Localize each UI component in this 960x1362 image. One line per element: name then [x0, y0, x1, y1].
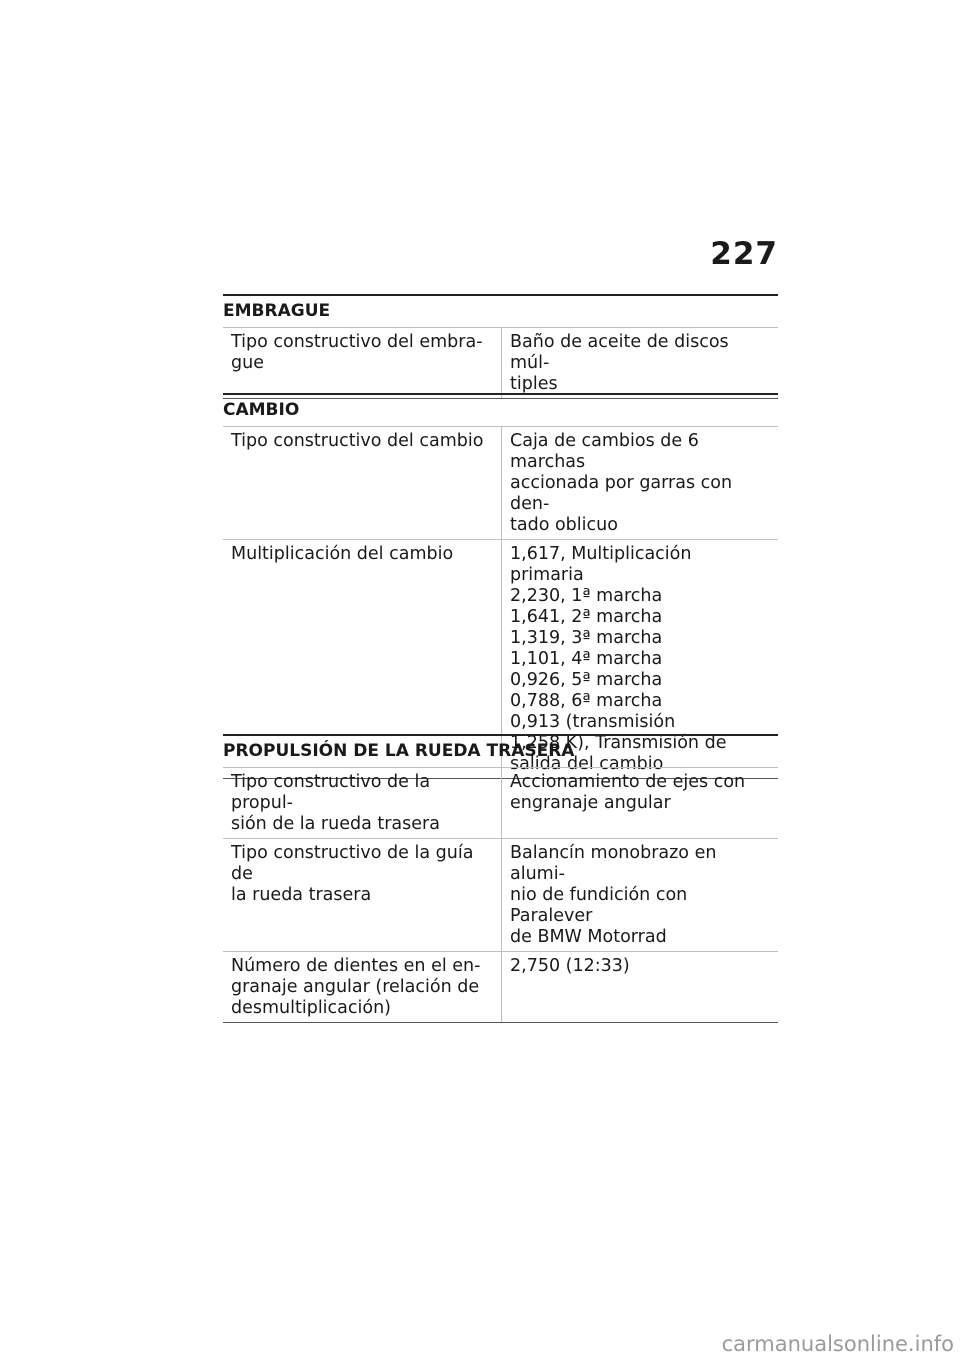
- label-line: Tipo constructivo de la propul-: [231, 772, 431, 813]
- value-line: 1,319, 3ª marcha: [510, 628, 663, 648]
- value-line: nio de fundición con Paralever: [510, 885, 688, 926]
- row-value: [502, 839, 779, 952]
- value-line: tado oblicuo: [510, 515, 618, 535]
- row-label: [223, 952, 502, 1023]
- label-line: Número de dientes en el en-: [231, 956, 481, 976]
- spec-table: [223, 426, 778, 779]
- label-line: desmultiplicación): [231, 998, 392, 1018]
- label-line: Tipo constructivo del embra-: [231, 332, 483, 352]
- table-row: [223, 427, 778, 540]
- page-number: 227: [710, 236, 778, 272]
- value-line: 0,926, 5ª marcha: [510, 670, 663, 690]
- value-line: Accionamiento de ejes con: [510, 772, 746, 792]
- row-value: [502, 952, 779, 1023]
- value-line: Caja de cambios de 6 marchas: [510, 431, 699, 472]
- value-line: 1,641, 2ª marcha: [510, 607, 663, 627]
- value-line: 1,101, 4ª marcha: [510, 649, 663, 669]
- label-line: Tipo constructivo de la guía de: [231, 843, 474, 884]
- value-line: 0,788, 6ª marcha: [510, 691, 663, 711]
- label-line: gue: [231, 353, 264, 373]
- spec-table: [223, 327, 778, 399]
- value-line: salida del cambio: [510, 754, 664, 774]
- label-line: Tipo constructivo del cambio: [231, 431, 484, 451]
- table-row: [223, 768, 778, 839]
- value-line: 2,230, 1ª marcha: [510, 586, 663, 606]
- label-line: Multiplicación del cambio: [231, 544, 454, 564]
- row-value: [502, 768, 779, 839]
- section-propulsion: [223, 734, 778, 1023]
- value-line: 1,258 K), Transmisión de: [510, 733, 727, 753]
- row-label: [223, 427, 502, 540]
- row-value: [502, 328, 779, 399]
- table-row: [223, 328, 778, 399]
- value-line: tiples: [510, 374, 558, 394]
- row-value: [502, 427, 779, 540]
- table-row: [223, 952, 778, 1023]
- label-line: la rueda trasera: [231, 885, 372, 905]
- watermark: carmanualsonline.info: [721, 1332, 954, 1356]
- table-row: [223, 839, 778, 952]
- section-title: PROPULSIÓN DE LA RUEDA TRASERA: [223, 741, 575, 761]
- label-line: granaje angular (relación de: [231, 977, 480, 997]
- section-title: CAMBIO: [223, 400, 300, 420]
- section-cambio: [223, 393, 778, 779]
- section-title: EMBRAGUE: [223, 301, 331, 321]
- section-embrague: [223, 294, 778, 399]
- value-line: engranaje angular: [510, 793, 671, 813]
- row-label: [223, 839, 502, 952]
- value-line: de BMW Motorrad: [510, 927, 667, 947]
- row-label: [223, 328, 502, 399]
- value-line: 2,750 (12:33): [510, 956, 630, 976]
- value-line: 0,913 (transmisión: [510, 712, 676, 732]
- value-line: accionada por garras con den-: [510, 473, 733, 514]
- value-line: 1,617, Multiplicación primaria: [510, 544, 692, 585]
- value-line: Balancín monobrazo en alumi-: [510, 843, 717, 884]
- spec-table: [223, 767, 778, 1023]
- row-label: [223, 768, 502, 839]
- label-line: sión de la rueda trasera: [231, 814, 440, 834]
- value-line: Baño de aceite de discos múl-: [510, 332, 729, 373]
